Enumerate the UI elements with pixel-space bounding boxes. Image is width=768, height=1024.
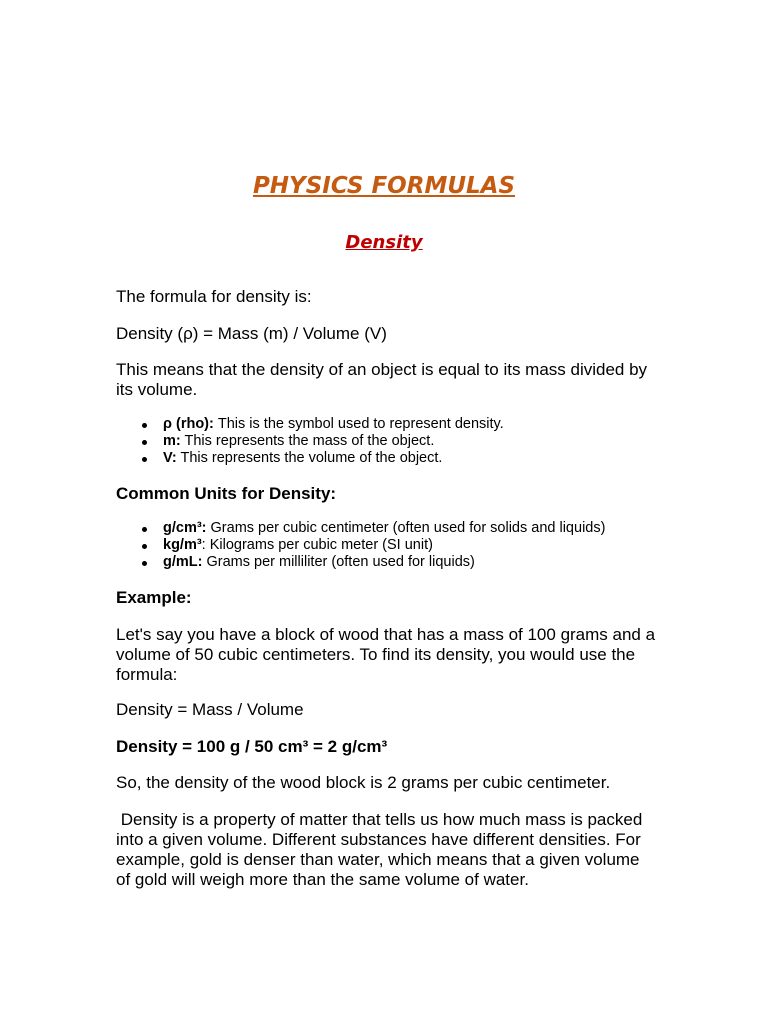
list-term: m: bbox=[163, 433, 181, 449]
list-desc: This represents the mass of the object. bbox=[180, 433, 435, 449]
list-item bbox=[163, 450, 703, 467]
list-item bbox=[163, 537, 703, 554]
example-result-text: Density = 100 g / 50 cm³ = 2 g/cm³ bbox=[116, 737, 388, 756]
page-title: PHYSICS FORMULAS bbox=[252, 173, 516, 199]
list-desc: This represents the volume of the object. bbox=[176, 450, 443, 466]
units-heading-text: Common Units for Density: bbox=[116, 484, 337, 503]
example-heading-text: Example: bbox=[116, 588, 192, 607]
list-term: ρ (rho): bbox=[163, 416, 214, 432]
list-term: kg/m³ bbox=[163, 537, 202, 553]
list-item bbox=[163, 433, 703, 450]
closing-paragraph: Density is a property of matter that tells us how much mass is packed into a given volume. Different substances have different densities. For example, gold is denser than water, which means that a given volume of gold will weigh more than the same volume of water. bbox=[116, 810, 648, 889]
list-desc: Grams per milliliter (often used for liquids) bbox=[202, 554, 475, 570]
list-desc: This is the symbol used to represent density. bbox=[213, 416, 504, 432]
units-list bbox=[116, 520, 703, 571]
conclusion-text: So, the density of the wood block is 2 grams per cubic centimeter. bbox=[116, 773, 611, 792]
list-desc: : Kilograms per cubic meter (SI unit) bbox=[201, 537, 433, 553]
list-desc: Grams per cubic centimeter (often used for solids and liquids) bbox=[206, 520, 606, 536]
meaning-text: This means that the density of an object is equal to its mass divided by its volume. bbox=[116, 360, 648, 399]
list-item bbox=[163, 520, 703, 537]
density-formula: Density (ρ) = Mass (m) / Volume (V) bbox=[116, 324, 387, 343]
list-term: g/mL: bbox=[163, 554, 203, 570]
example-heading bbox=[116, 588, 656, 608]
example-result bbox=[116, 737, 656, 757]
units-heading bbox=[116, 484, 656, 504]
example-formula: Density = Mass / Volume bbox=[116, 700, 304, 719]
list-term: V: bbox=[163, 450, 177, 466]
list-item bbox=[163, 554, 703, 571]
intro-text: The formula for density is: bbox=[116, 287, 312, 306]
list-term: g/cm³: bbox=[163, 520, 207, 536]
example-text: Let's say you have a block of wood that has a mass of 100 grams and a volume of 50 cubic centimeters. To find its density, you would use the formula: bbox=[116, 625, 656, 684]
list-item bbox=[163, 416, 703, 433]
section-title: Density bbox=[345, 232, 423, 253]
symbols-list bbox=[116, 416, 703, 467]
